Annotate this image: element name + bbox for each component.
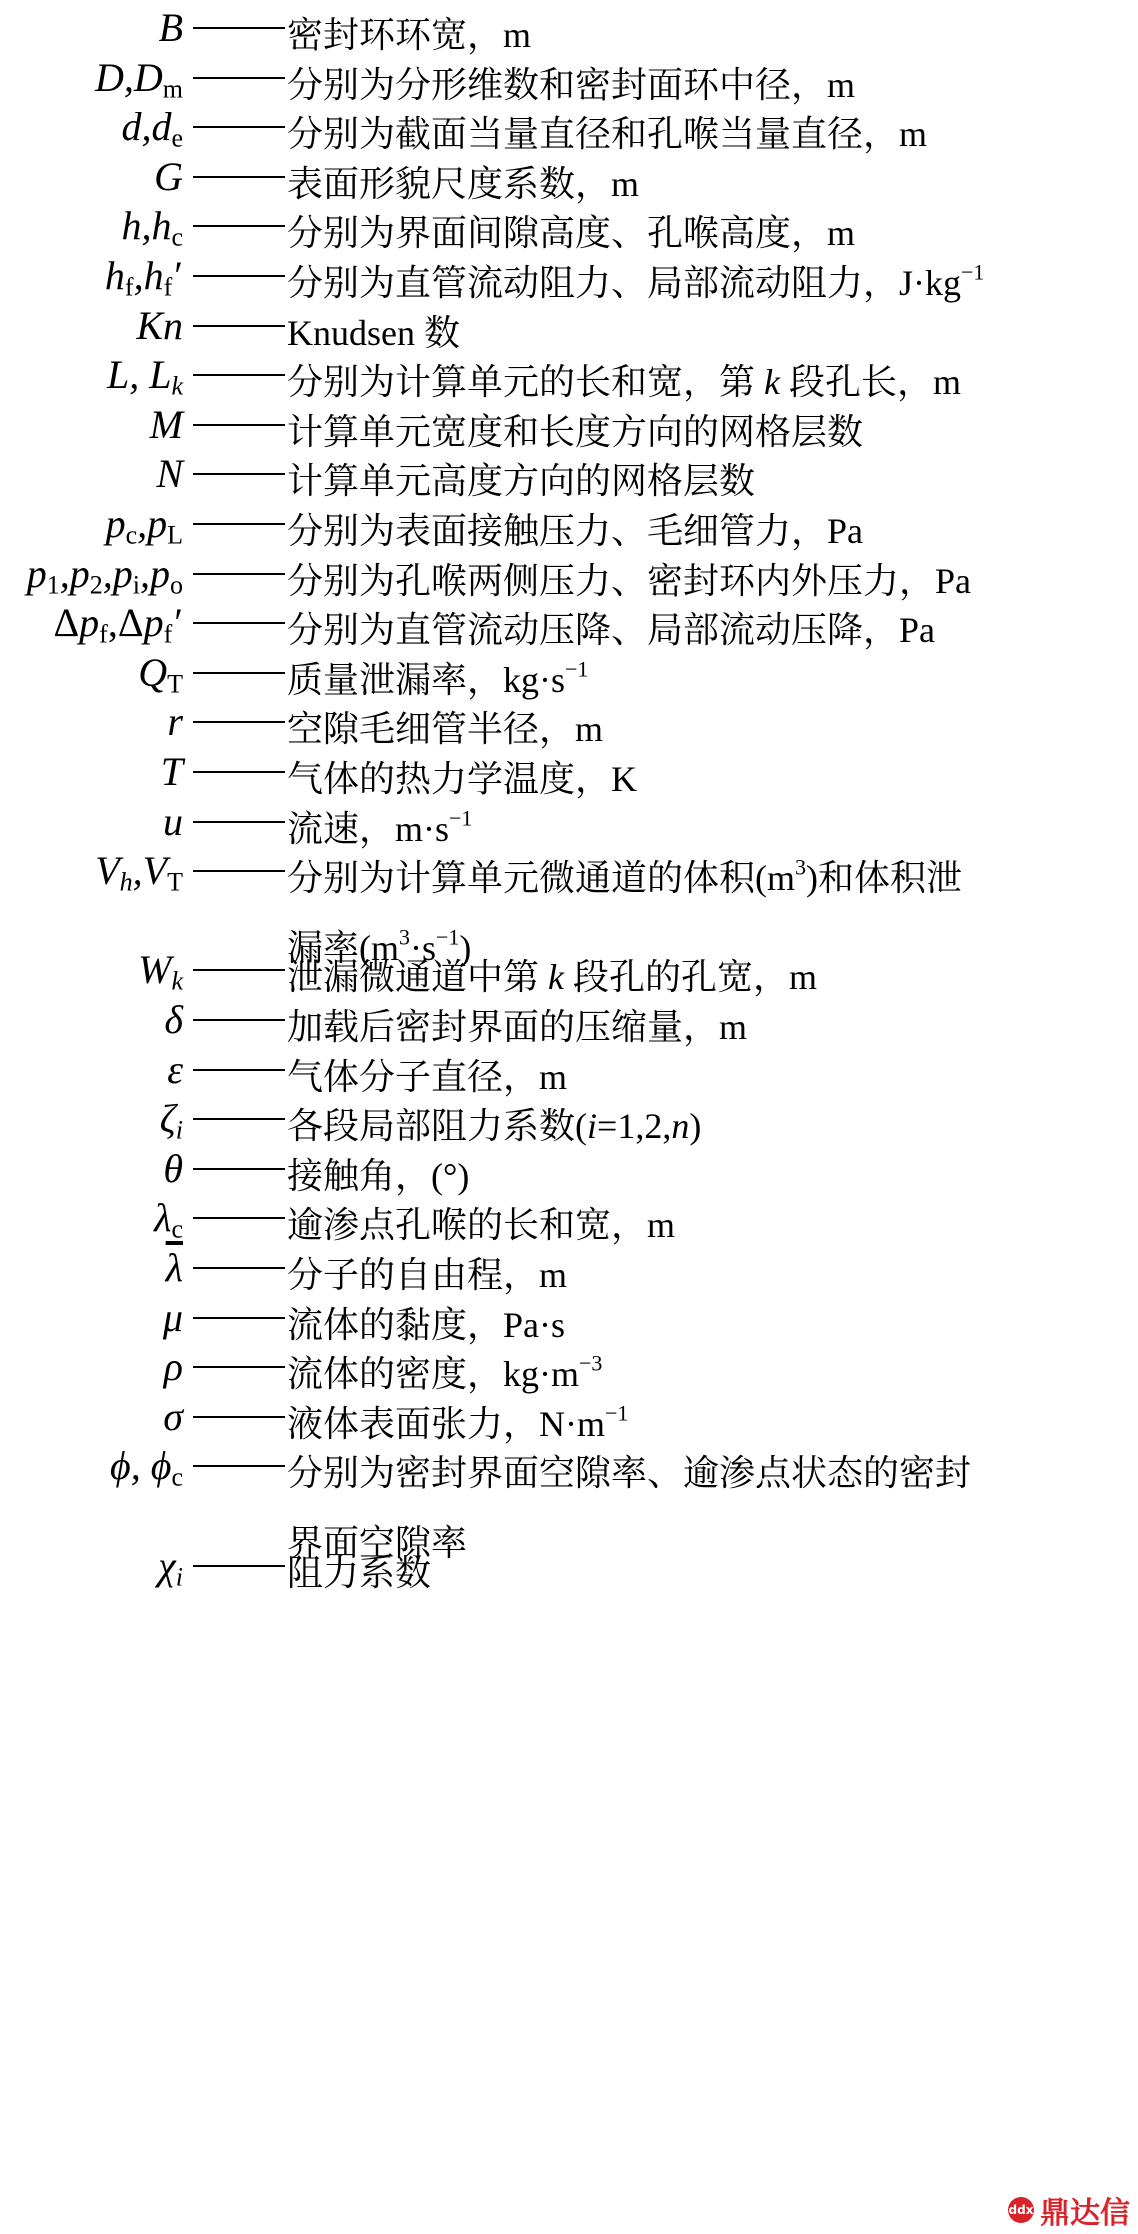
symbol-phi: ϕ, $\phi_c$ — [110, 1443, 183, 1492]
em-dash — [193, 821, 285, 823]
em-dash — [193, 1019, 285, 1021]
symbol-lambar: $\overline{\lambda}$ — [165, 1245, 183, 1290]
desc-phi: 分别为密封界面空隙率、逾渗点状态的密封 界面空隙率 — [287, 1453, 972, 1564]
em-dash — [193, 1465, 285, 1467]
symbol-B: B — [158, 5, 183, 50]
desc-pc: 分别为表面接触压力、毛细管力，Pa — [287, 511, 864, 551]
symbol-lamc: $\lambda_c$ — [154, 1195, 183, 1244]
em-dash — [193, 573, 285, 575]
desc-V: 分别为计算单元微通道的体积$(m^3)$和体积泄 漏率$(m^3\cdot s^{-1})$ — [287, 854, 962, 969]
em-dash — [193, 1366, 285, 1368]
desc-N: 计算单元高度方向的网格层数 — [287, 461, 756, 502]
em-dash — [193, 473, 285, 475]
em-dash — [193, 1267, 285, 1269]
em-dash — [193, 176, 285, 178]
desc-theta: 接触角，(°) — [287, 1155, 470, 1196]
em-dash — [193, 721, 285, 723]
em-dash — [193, 77, 285, 79]
em-dash — [193, 1069, 285, 1071]
desc-Kn: Knudsen 数 — [287, 312, 460, 353]
em-dash — [193, 374, 285, 376]
symbol-M: M — [149, 401, 183, 447]
em-dash — [193, 622, 285, 624]
desc-hf: 分别为直管流动阻力、局部流动阻力，$J\cdot kg^{-1}$ — [287, 259, 985, 303]
symbol-W: $W_k$ — [138, 947, 183, 996]
em-dash — [193, 1565, 285, 1567]
symbol-u: u — [163, 798, 183, 844]
symbol-r: r — [167, 699, 183, 745]
symbol-theta: θ — [163, 1145, 183, 1191]
symbol-G: G — [154, 153, 183, 199]
em-dash — [193, 1168, 285, 1170]
watermark — [1008, 2190, 1130, 2230]
desc-Q: 质量泄漏率，$kg\cdot s^{-1}$ — [287, 656, 589, 700]
em-dash — [193, 126, 285, 128]
em-dash — [193, 424, 285, 426]
symbol-chi: $\chi_i$ — [158, 1542, 183, 1592]
watermark-logo-icon: ddx — [1008, 2197, 1034, 2223]
desc-lamc: 逾渗点孔喉的长和宽，m — [287, 1205, 676, 1246]
em-dash — [193, 1317, 285, 1319]
desc-M: 计算单元宽度和长度方向的网格层数 — [287, 411, 864, 452]
desc-delta: 加载后密封界面的压缩量，m — [287, 1007, 748, 1047]
desc-d: 分别为截面当量直径和孔喉当量直径，m — [287, 114, 928, 155]
desc-D: 分别为分形维数和密封面环中径，m — [287, 64, 856, 105]
em-dash — [193, 1416, 285, 1418]
symbol-h: $h,h_c$ — [121, 203, 183, 252]
desc-W: 泄漏微通道中第 k 段孔的孔宽，m — [287, 957, 818, 998]
symbol-dp: $\Delta p_f,\Delta p_f'$ — [53, 600, 183, 649]
em-dash — [193, 969, 285, 971]
em-dash — [193, 1118, 285, 1120]
desc-G: 表面形貌尺度系数，m — [287, 163, 640, 204]
symbol-T: T — [160, 749, 183, 794]
em-dash — [193, 523, 285, 525]
symbol-delta: δ — [164, 997, 183, 1042]
desc-chi: 阻力系数 — [287, 1552, 432, 1593]
symbol-V: $V_h,V_T$ — [95, 848, 183, 897]
desc-B: 密封环环宽，m — [287, 15, 532, 55]
em-dash — [193, 27, 285, 29]
desc-p1: 分别为孔喉两侧压力、密封环内外压力，Pa — [287, 560, 972, 601]
em-dash — [193, 672, 285, 674]
symbol-zeta: $\zeta_i$ — [159, 1096, 183, 1145]
em-dash — [193, 275, 285, 277]
symbol-D: $D,D_m$ — [94, 54, 183, 104]
symbol-rho: ρ — [163, 1344, 183, 1390]
symbol-hf: $h_f,h_f'$ — [104, 253, 183, 302]
entry-chi — [0, 1538, 1138, 1608]
desc-rho: 流体的密度，$kg\cdot m^{-3}$ — [287, 1350, 603, 1395]
symbol-sigma: σ — [163, 1393, 183, 1439]
desc-dp: 分别为直管流动压降、局部流动压降，Pa — [287, 610, 936, 651]
symbol-Kn: Kn — [136, 302, 183, 348]
desc-lambar: 分子的自由程，m — [287, 1255, 568, 1295]
em-dash — [193, 225, 285, 227]
em-dash — [193, 870, 285, 872]
symbol-mu: μ — [162, 1294, 183, 1340]
desc-T: 气体的热力学温度，K — [287, 759, 637, 799]
symbol-L: L, $L_k$ — [106, 352, 183, 401]
symbol-Q: $Q_T$ — [138, 649, 183, 699]
desc-sigma: 液体表面张力，$N\cdot m^{-1}$ — [287, 1400, 629, 1444]
watermark-text: 鼎达信 — [1040, 2196, 1130, 2231]
symbol-d: $d,d_e$ — [121, 104, 183, 153]
desc-r: 空隙毛细管半径，m — [287, 709, 604, 750]
desc-zeta: 各段局部阻力系数(i=1,2,n) — [287, 1106, 702, 1147]
symbol-pc: $p_c,p_L$ — [105, 501, 183, 550]
desc-u: 流速，$m\cdot s^{-1}$ — [287, 805, 473, 849]
desc-eps: 气体分子直径，m — [287, 1056, 568, 1097]
desc-mu: 流体的黏度，Pa·s — [287, 1304, 565, 1345]
desc-L: 分别为计算单元的长和宽，第 k 段孔长，m — [287, 362, 962, 403]
symbol-p1: $p_1,p_2,p_i,p_o$ — [26, 550, 183, 600]
em-dash — [193, 1217, 285, 1219]
symbol-eps: ε — [167, 1046, 183, 1092]
em-dash — [193, 771, 285, 773]
desc-h: 分别为界面间隙高度、孔喉高度，m — [287, 213, 856, 254]
symbol-N: N — [156, 451, 183, 497]
em-dash — [193, 325, 285, 327]
